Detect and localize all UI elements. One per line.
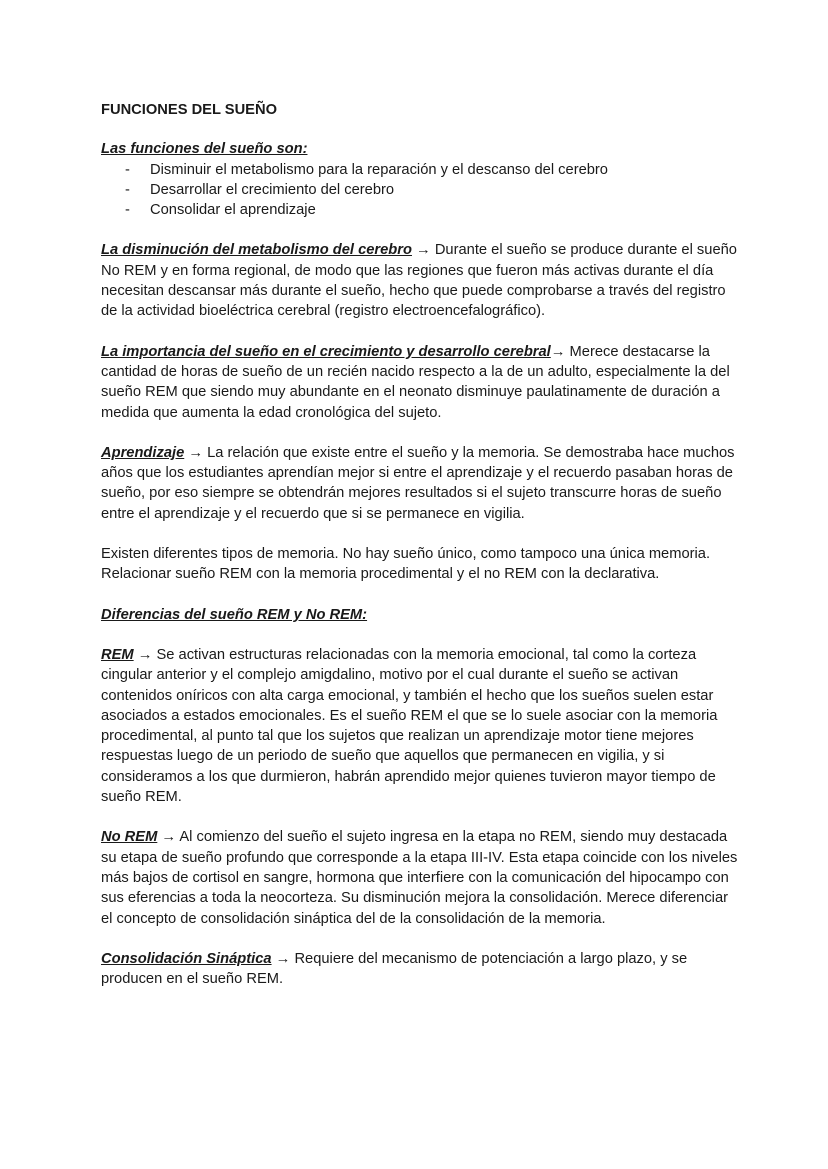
metabolism-paragraph [101, 240, 741, 321]
functions-heading [101, 139, 741, 159]
dash-bullet: - [125, 161, 130, 178]
memory-types-line2: Relacionar sueño REM con la memoria procedimental y el no REM con la declarativa. [101, 566, 660, 583]
list-item-text: Consolidar el aprendizaje [150, 202, 316, 219]
document-title: FUNCIONES DEL SUEÑO [101, 102, 277, 118]
no-rem-text: Al comienzo del sueño el sujeto ingresa en la etapa no REM, siendo muy destacada su etapa de sueño profundo que corresponde a la etapa III-IV. Esta etapa coincide con los niveles más bajos de cortisol en sangre, hormona que interfiere con la comunicación del hipocampo con sus eferencias a toda la neocorteza. Su disminución mejora la consolidación. Merece diferenciar el concepto de consolidación sináptica del de la consolidación de la memoria. [101, 829, 738, 927]
metabolism-text: Durante el sueño se produce durante el sueño No REM y en forma regional, de modo que las regiones que fueron más activas durante el día necesitan descansar más durante el sueño, hecho que puede comprobarse a través del registro de la actividad bioeléctrica cerebral (registro electroencefalográfico). [101, 242, 737, 320]
growth-text: Merece destacarse la cantidad de horas de sueño de un recién nacido respecto a la de un adulto, especialmente la del sueño REM que siendo muy abundante en el neonato disminuye paulatinamente de duración a medida que aumenta la edad cronológica del sujeto. [101, 343, 730, 421]
no-rem-heading: No REM [101, 829, 158, 846]
growth-paragraph [101, 342, 741, 423]
arrow-glyph: → [184, 444, 208, 461]
list-item-text: Desarrollar el crecimiento del cerebro [150, 181, 395, 198]
list-item [101, 180, 741, 200]
differences-heading [101, 605, 741, 625]
arrow-glyph: → [133, 646, 157, 663]
differences-heading-text: Diferencias del sueño REM y No REM: [101, 606, 368, 623]
learning-heading: Aprendizaje [101, 444, 185, 461]
growth-heading: La importancia del sueño en el crecimiento y desarrollo cerebral [101, 343, 551, 360]
rem-heading: REM [101, 646, 134, 663]
synaptic-paragraph [101, 949, 741, 990]
arrow-glyph: → [157, 829, 180, 846]
no-rem-paragraph [101, 827, 741, 928]
rem-paragraph [101, 645, 741, 807]
functions-list [101, 160, 741, 221]
list-item [101, 160, 741, 180]
list-item-text: Disminuir el metabolismo para la reparación y el descanso del cerebro [150, 161, 608, 178]
list-item [101, 200, 741, 220]
learning-paragraph [101, 443, 741, 524]
dash-bullet: - [125, 202, 130, 219]
synaptic-text: Requiere del mecanismo de potenciación a largo plazo, y se producen en el sueño REM. [101, 950, 688, 988]
arrow-glyph: → [411, 242, 435, 259]
rem-text: Se activan estructuras relacionadas con la memoria emocional, tal como la corteza cingular anterior y el complejo amigdalino, motivo por el cual durante el sueño se activan contenidos oníricos con alta carga emocional, y también el hecho que los sueños suelen estar asociados a estados emocionales. Es el sueño REM el que se lo suele asociar con la memoria procedimental, al punto tal que los sujetos que realizan un aprendizaje motor tiene mejores respuestas luego de un periodo de sueño que aquellos que permanecen en vigilia, y si consideramos a los que durmieron, habrán aprendido mejor quienes tuvieron mayor tiempo de sueño REM. [101, 646, 718, 806]
document-body [101, 100, 741, 989]
dash-bullet: - [125, 181, 130, 198]
arrow-glyph: → [550, 343, 570, 360]
functions-heading-text: Las funciones del sueño son: [101, 141, 308, 158]
synaptic-heading: Consolidación Sináptica [101, 950, 272, 967]
learning-text: La relación que existe entre el sueño y la memoria. Se demostraba hace muchos años que los estudiantes aprendían mejor si entre el aprendizaje y el recuerdo pasaban horas de sueño, por eso siempre se obtendrán mejores resultados si el sujeto transcurre horas de sueño entre el aprendizaje y el recuerdo que si se permanece en vigilia. [101, 444, 735, 522]
arrow-glyph: → [271, 950, 295, 967]
metabolism-heading: La disminución del metabolismo del cerebro [101, 242, 412, 259]
memory-types-line1: Existen diferentes tipos de memoria. No hay sueño único, como tampoco una única memoria. [101, 546, 711, 563]
